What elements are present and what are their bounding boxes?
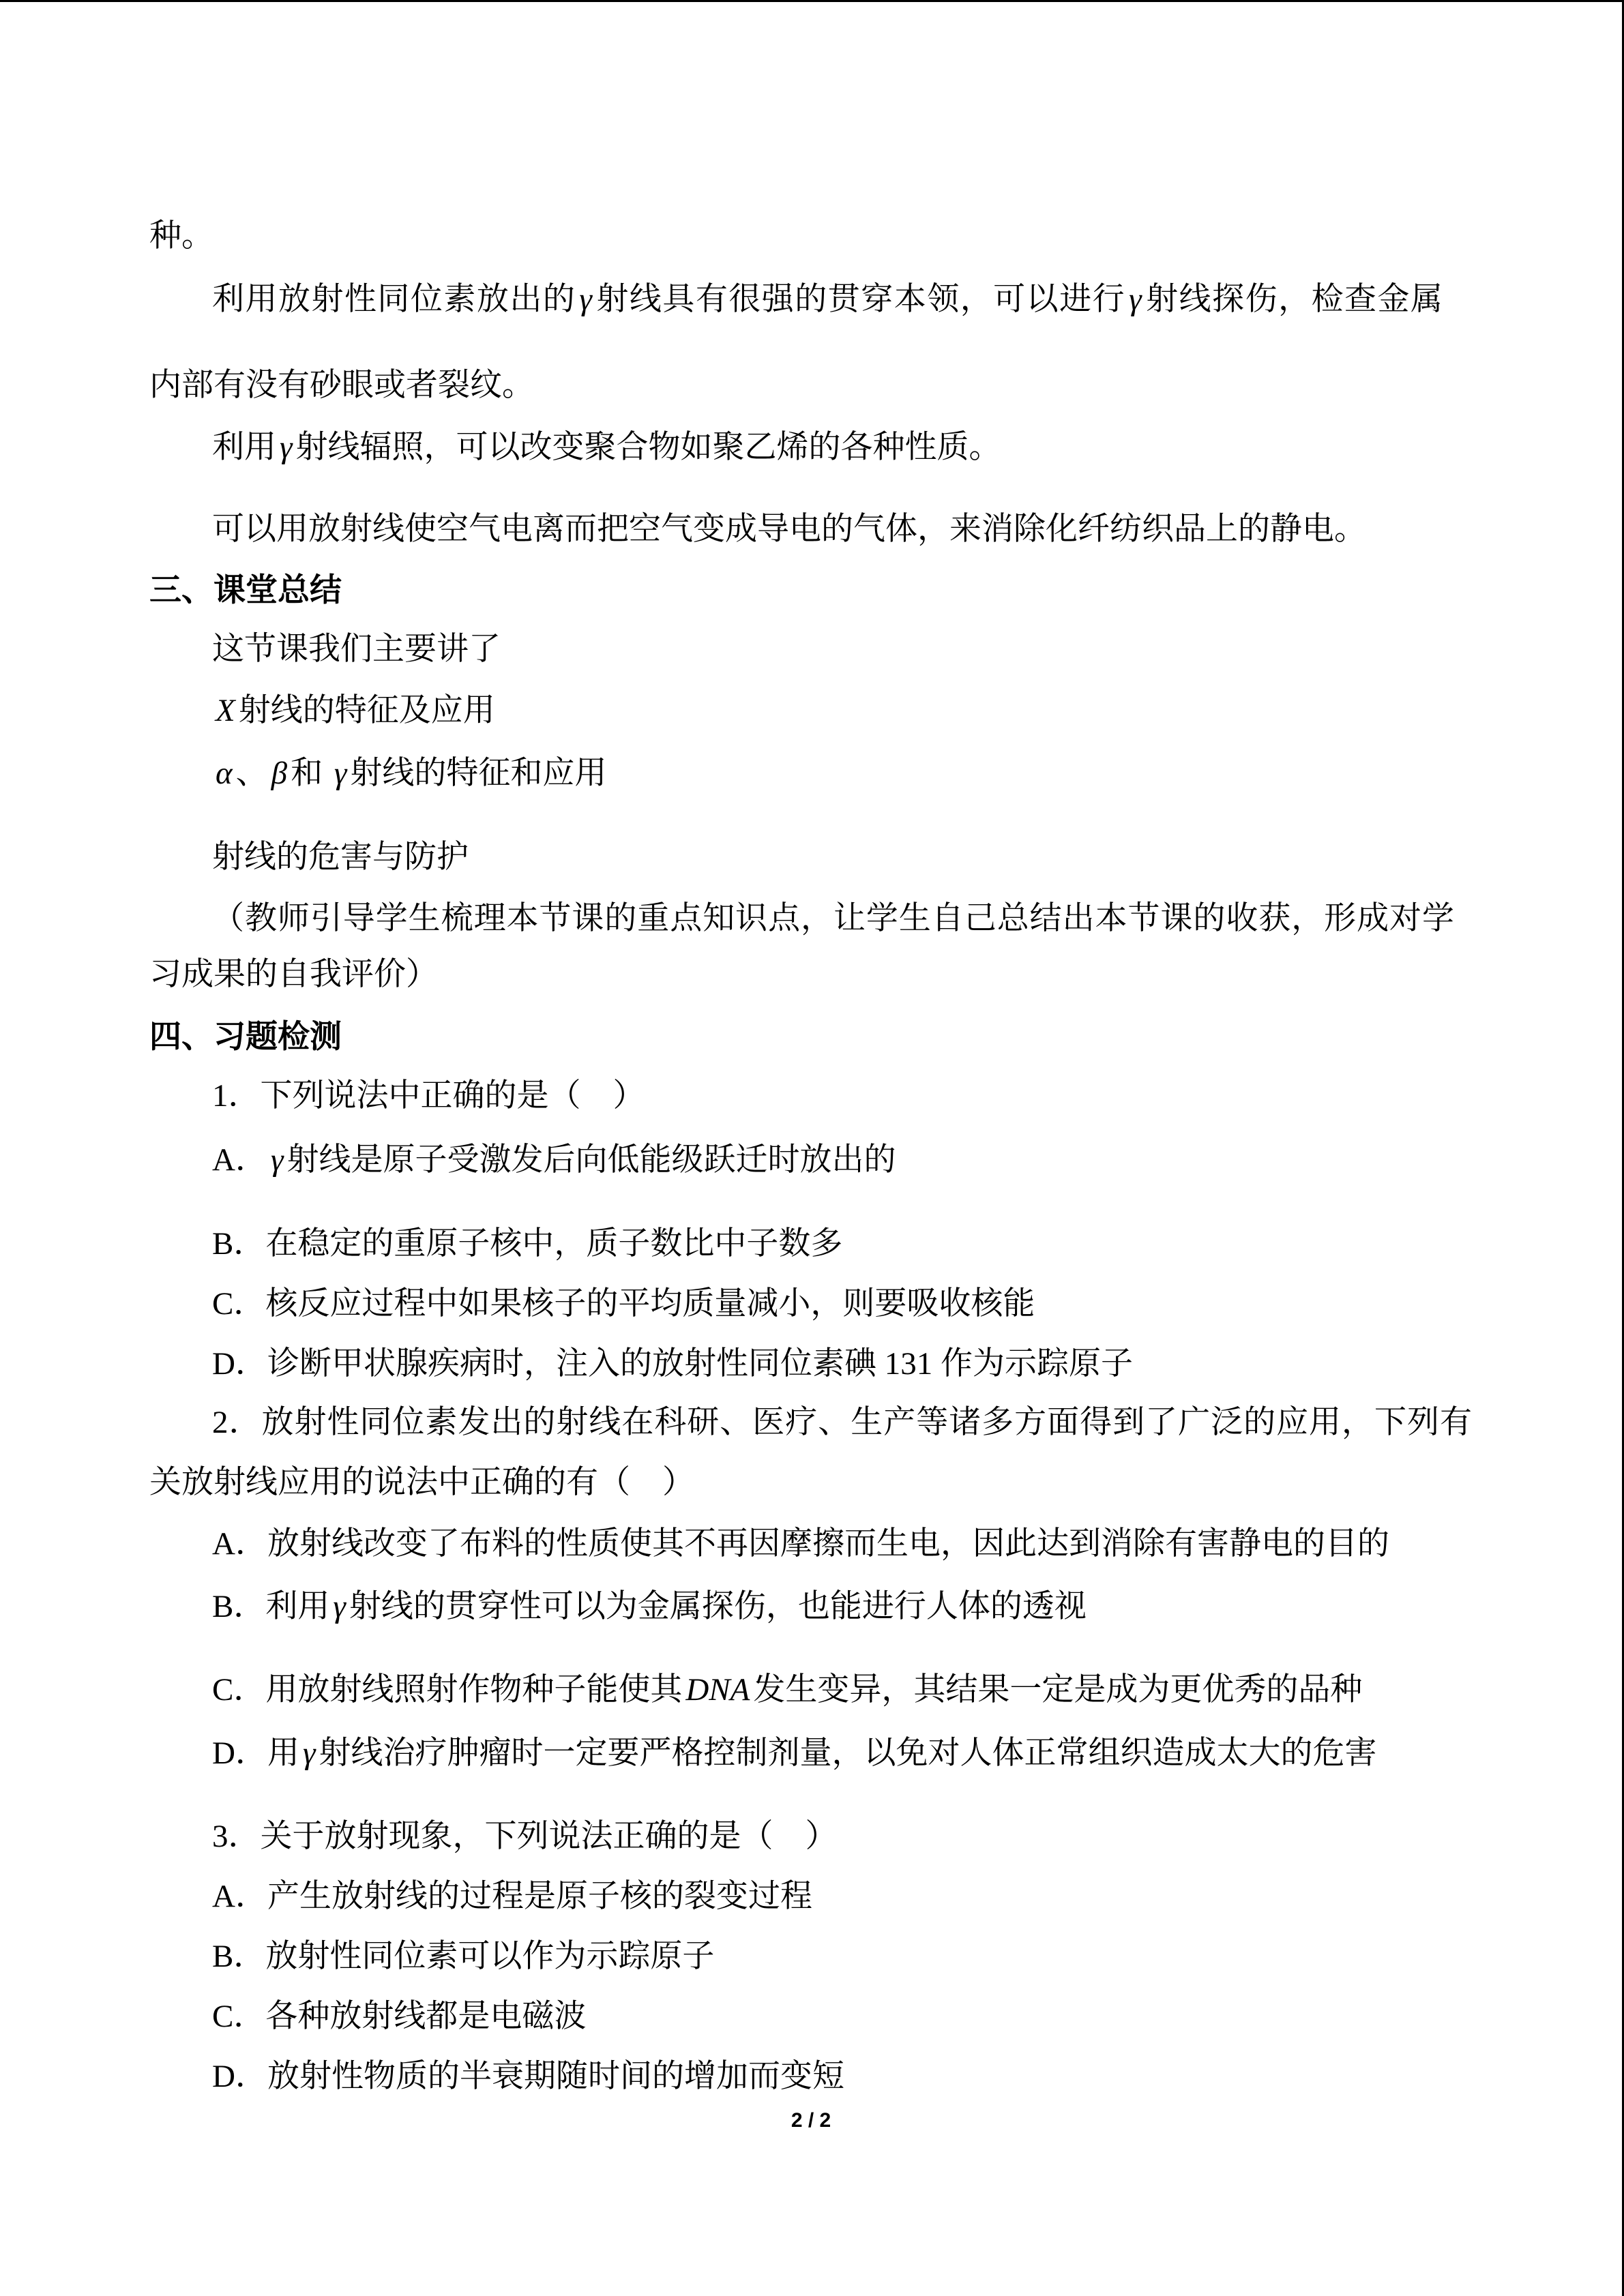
teacher-note-line-1: （教师引导学生梳理本节课的重点知识点，让学生自己总结出本节课的收获，形成对学: [212, 901, 1454, 936]
section-heading-exercises: 四、习题检测: [149, 1018, 342, 1056]
question-option: D．诊断甲状腺疾病时，注入的放射性同位素碘 131 作为示踪原子: [212, 1346, 1133, 1382]
math-symbol: DNA: [685, 1672, 750, 1708]
math-symbol: β: [271, 756, 288, 791]
question-stem: 1．下列说法中正确的是（ ）: [212, 1078, 645, 1114]
summary-intro: 这节课我们主要讲了: [212, 631, 501, 667]
math-symbol: X: [216, 693, 235, 728]
question-option: D．用 γ 射线治疗肿瘤时一定要严格控制剂量，以免对人体正常组织造成太大的危害: [212, 1735, 1377, 1771]
question-option: B．利用 γ 射线的贯穿性可以为金属探伤，也能进行人体的透视: [212, 1589, 1087, 1624]
question-option: B．在稳定的重原子核中，质子数比中子数多: [212, 1226, 843, 1262]
paragraph-static-elimination: 可以用放射线使空气电离而把空气变成导电的气体，来消除化纤纺织品上的静电。: [212, 511, 1366, 547]
question-stem-continuation: 关放射线应用的说法中正确的有（ ）: [149, 1465, 694, 1500]
section-heading-summary: 三、课堂总结: [149, 571, 342, 609]
summary-point: α 、 β 和 γ 射线的特征和应用: [212, 754, 606, 792]
math-symbol: γ: [579, 282, 592, 317]
math-symbol: γ: [270, 1142, 284, 1178]
math-symbol: γ: [280, 430, 293, 465]
paragraph-gamma-testing-line-1: 利用放射性同位素放出的 γ 射线具有很强的贯穿本领，可以进行 γ 射线探伤，检查金属: [212, 282, 1443, 317]
paragraph-continuation: 种。: [149, 218, 213, 254]
math-symbol: γ: [1129, 282, 1142, 317]
question-option: D．放射性物质的半衰期随时间的增加而变短: [212, 2059, 844, 2094]
math-symbol: γ: [333, 1589, 346, 1624]
question-option: B．放射性同位素可以作为示踪原子: [212, 1939, 715, 1974]
math-symbol: γ: [302, 1735, 316, 1771]
question-option: C．核反应过程中如果核子的平均质量减小，则要吸收核能: [212, 1286, 1035, 1322]
paragraph-gamma-testing-line-2: 内部有没有砂眼或者裂纹。: [149, 368, 534, 403]
page-number: 2 / 2: [791, 2109, 831, 2132]
question-stem: 3．关于放射现象，下列说法正确的是（ ）: [212, 1819, 838, 1854]
summary-point: 射线的危害与防护: [212, 839, 469, 875]
paragraph-gamma-irradiation: 利用 γ 射线辐照，可以改变聚合物如聚乙烯的各种性质。: [212, 430, 1001, 465]
summary-point: X 射线的特征及应用: [212, 691, 495, 730]
question-option: A．放射线改变了布料的性质使其不再因摩擦而生电，因此达到消除有害静电的目的: [212, 1526, 1389, 1562]
question-option: A． γ 射线是原子受激发后向低能级跃迁时放出的: [212, 1142, 896, 1178]
teacher-note-line-2: 习成果的自我评价）: [149, 957, 438, 992]
math-symbol: γ: [334, 756, 347, 791]
question-option: C．用放射线照射作物种子能使其 DNA 发生变异，其结果一定是成为更优秀的品种: [212, 1672, 1363, 1708]
question-option: C．各种放射线都是电磁波: [212, 1999, 587, 2034]
math-symbol: α: [216, 756, 233, 791]
question-stem: 2．放射性同位素发出的射线在科研、医疗、生产等诸多方面得到了广泛的应用，下列有: [212, 1405, 1472, 1440]
question-option: A．产生放射线的过程是原子核的裂变过程: [212, 1879, 812, 1914]
